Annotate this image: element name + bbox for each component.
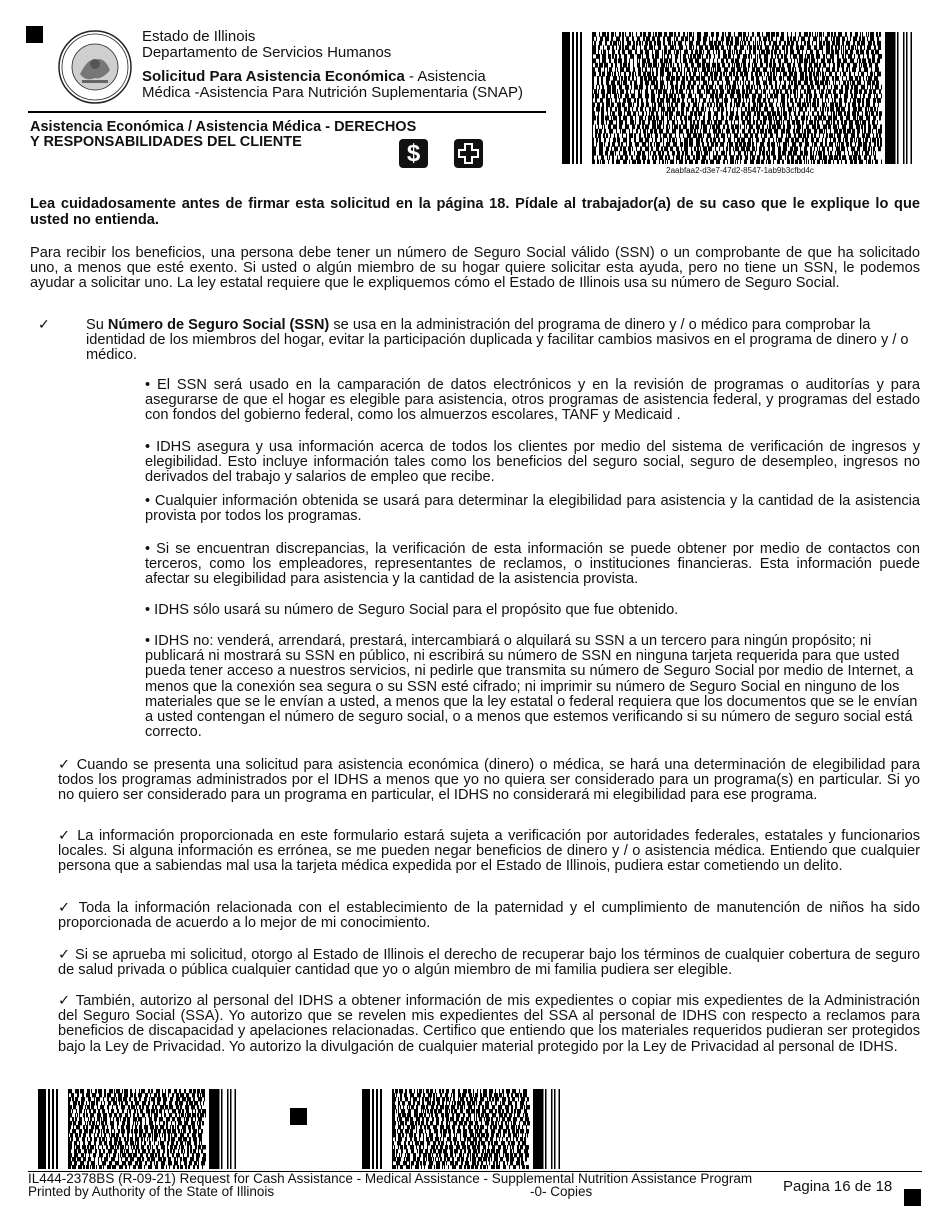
ssn-item-text [86, 318, 920, 364]
cash-assistance-icon [399, 139, 428, 168]
agency-state: Estado de Illinois [142, 28, 256, 45]
page-number: Pagina 16 de 18 [783, 1178, 893, 1195]
ssn-prefix: Su [86, 317, 108, 333]
form-title-bold: Solicitud Para Asistencia Económica [142, 68, 405, 85]
footer-copies: -0- Copies [530, 1184, 593, 1199]
ssn-bold: Número de Seguro Social (SSN) [107, 317, 330, 333]
registration-mark-middle [290, 1108, 307, 1125]
bullet-item: • IDHS asegura y usa información acerca de todos los clientes por medio del sistema de verificación de ingresos y elegibilidad. Esto incluye información tales como los beneficios del seguro social, seguro de desempleo, ingresos no derivados del trabajo y salarios de empleo que recibe. [145, 439, 920, 486]
check-item: ✓ Toda la información relacionada con el establecimiento de la paternidad y el cumplimiento de manutención de niños ha sido proporcionada de acuerdo a lo mejor de mi conocimiento. [58, 900, 920, 932]
check-item: ✓ Si se aprueba mi solicitud, otorgo al Estado de Illinois el derecho de recuperar bajo los términos de cualquier cobertura de seguro de salud privada o pública cualquier cantidad que yo o algún miembro de mi familia pudiera ser elegible. [58, 947, 920, 979]
registration-mark-top [26, 26, 43, 43]
bullet-item: • IDHS no: venderá, arrendará, prestará, intercambiará o alquilará su SSN a un tercero para ningún propósito; ni publicará ni mostrará su SSN en público, ni escribirá su número de SSN en ninguna tarjeta requerida para que usted pueda tener acceso a nuestros servicios, ni pedirle que transmita su número de Seguro Social por medio de Internet, a menos que la conexión sea segura o su SSN esté cifrado; ni imprimir su número de Seguro Social en ninguno de los materiales que se le envían a usted, a menos que la ley estatal o federal requiera que los documentos que se le envían a usted contengan el número de seguro social, o a menos que estemos verificando si su número de seguro social está correcto. [145, 633, 918, 741]
section-title-line1: Asistencia Económica / Asistencia Médica - DERECHOS [30, 119, 417, 135]
form-title-rest: - Asistencia [404, 68, 486, 85]
dollar-sign: $ [406, 140, 421, 167]
bullet-item: • El SSN será usado en la camparación de datos electrónicos y en la revisión de programas o auditorías y para asegurarse de que el hogar es elegible para asistencia, otros programas de asistencia federal, y programas del estado con fondos del gobierno federal, como los almuerzos escolares, TANF y Medicaid . [145, 377, 920, 424]
check-item: ✓ La información proporcionada en este formulario estará sujeta a verificación por autoridades federales, estatales y funcionarios locales. Si alguna información es errónea, se me pueden negar beneficios de dinero y / o asistencia médica. Entiendo que cualquier persona que a sabiendas mal usa la tarjeta médica expedida por el Estado de Illinois, pudiera estar cometiendo un delito. [58, 828, 920, 875]
ssn-rest: se usa en la administración del programa de dinero y / o médico para comprobar la identidad de los miembros del hogar, evitar la participación duplicada y facilitar cambios masivos en el programa de dinero y / o médico. [86, 317, 909, 364]
bullet-item: • IDHS sólo usará su número de Seguro Social para el propósito que fue obtenido. [145, 602, 679, 618]
footer-form-number: IL444-2378BS (R-09-21) Request for Cash Assistance - Medical Assistance - Supplemental Nutrition Assistance Program [28, 1171, 753, 1186]
ssn-checkmark: ✓ [38, 316, 50, 332]
read-carefully-warning: Lea cuidadosamente antes de firmar esta solicitud en la página 18. Pídale al trabajador(a) de su caso que le explique lo que usted no entienda. [30, 196, 920, 228]
section-title-line2: Y RESPONSABILIDADES DEL CLIENTE [30, 134, 302, 150]
pdf417-barcode-bottom-left [38, 1089, 242, 1169]
medical-assistance-icon [454, 139, 483, 168]
form-title-line2: Médica -Asistencia Para Nutrición Suplementaria (SNAP) [142, 84, 523, 101]
form-title-line1 [142, 69, 486, 85]
bullet-item: • Si se encuentran discrepancias, la verificación de esta información se puede obtener por medio de contactos con terceros, como los empleadores, representantes de reclamos, o instituciones financieras. Esta información puede afectar su elegibilidad para asistencia y la cantidad de la asistencia provista. [145, 541, 920, 588]
agency-department: Departamento de Servicios Humanos [142, 44, 392, 61]
barcode-id: 2aabfaa2-d3e7-47d2-8547-1ab9b3cfbd4c [666, 166, 814, 175]
pdf417-barcode-top [562, 32, 918, 164]
check-item: ✓ Cuando se presenta una solicitud para asistencia económica (dinero) o médica, se hará una determinación de elegibilidad para todos los programas administrados por el IDHS a menos que yo no quiera ser considerado para un programa(s) en particular. Si yo no quiero ser considerado para un programa en particular, el IDHS no considerará mi elegibilidad para ese programa. [58, 757, 920, 804]
state-seal [58, 30, 132, 104]
intro-paragraph: Para recibir los beneficios, una persona debe tener un número de Seguro Social válido (SSN) o un comprobante de que ha solicitado uno, a menos que esté exento. Si usted o algún miembro de su hogar quiere solicitar esta ayuda, pero no tiene un SSN, le podemos ayudar a solicitar uno. La ley estatal requiere que le expliquemos cómo el Estado de Illinois usa su número de Seguro Social. [30, 245, 920, 292]
pdf417-barcode-bottom-right [362, 1089, 566, 1169]
footer-printed-by: Printed by Authority of the State of Illinois [28, 1184, 275, 1199]
registration-mark-bottom [904, 1189, 921, 1206]
check-item: ✓ También, autorizo al personal del IDHS a obtener información de mis expedientes o copiar mis expedientes de la Administración del Seguro Social (SSA). Yo autorizo que se revelen mis expedientes del SSA al personal de IDHS con respecto a reclamos para beneficios de discapacidad y apelaciones relacionadas. Certifico que entiendo que los materiales requeridos pudieran ser protegidos bajo la Ley de Privacidad. Yo autorizo la divulgación de cualquier material protegido por la Ley de Privacidad al personal de IDHS. [58, 993, 920, 1055]
header-rule [28, 111, 546, 113]
bullet-item: • Cualquier información obtenida se usará para determinar la elegibilidad para asistencia y la cantidad de la asistencia provista por todos los programas. [145, 493, 920, 525]
